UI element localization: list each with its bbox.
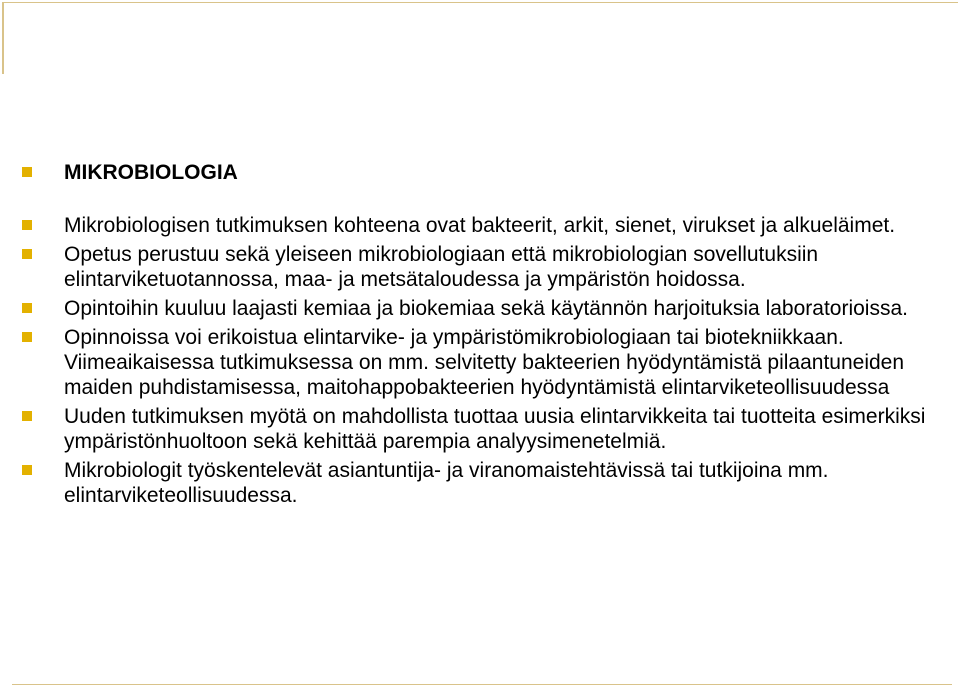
slide-content — [22, 160, 942, 508]
square-bullet-icon — [22, 303, 32, 313]
frame-top-line — [2, 2, 958, 3]
bullet-text: Opinnoissa voi erikoistua elintarvike- ja ympäristömikrobiologiaan tai biotekniikkaan. Viimeaikaisessa tutkimuksessa on mm. selvitetty bakteerien hyödyntämistä pilaantuneiden maiden puhdistamisessa, maitohappobakteerien hyödyntämistä elintarviketeollisuudessa — [64, 326, 905, 399]
bullet-text: Opetus perustuu sekä yleiseen mikrobiologiaan että mikrobiologian sovellutuksiin elintarviketuotannossa, maa- ja metsätaloudessa ja ympäristön hoidossa. — [64, 243, 819, 291]
bullet-item — [22, 404, 942, 454]
frame-bottom-line — [12, 684, 952, 685]
bullet-item — [22, 242, 942, 292]
bullet-item — [22, 213, 942, 238]
square-bullet-icon — [22, 249, 32, 259]
bullet-item — [22, 325, 942, 400]
square-bullet-icon — [22, 465, 32, 475]
slide-title-row — [22, 160, 942, 185]
bullet-text: Mikrobiologisen tutkimuksen kohteena ovat bakteerit, arkit, sienet, virukset ja alkueläimet. — [64, 214, 896, 237]
square-bullet-icon — [22, 220, 32, 230]
bullet-text: Mikrobiologit työskentelevät asiantuntija- ja viranomaistehtävissä tai tutkijoina mm. elintarviketeollisuudessa. — [64, 459, 829, 507]
bullet-text: Opintoihin kuuluu laajasti kemiaa ja biokemiaa sekä käytännön harjoituksia laboratorioissa. — [64, 297, 908, 320]
square-bullet-icon — [22, 167, 32, 177]
square-bullet-icon — [22, 332, 32, 342]
slide-title: MIKROBIOLOGIA — [64, 161, 238, 184]
bullet-item — [22, 458, 942, 508]
bullet-text: Uuden tutkimuksen myötä on mahdollista tuottaa uusia elintarvikkeita tai tuotteita esimerkiksi ympäristönhuoltoon sekä kehittää parempia analyysimenetelmiä. — [64, 405, 926, 453]
frame-left-line — [2, 2, 4, 74]
bullet-item — [22, 296, 942, 321]
square-bullet-icon — [22, 411, 32, 421]
